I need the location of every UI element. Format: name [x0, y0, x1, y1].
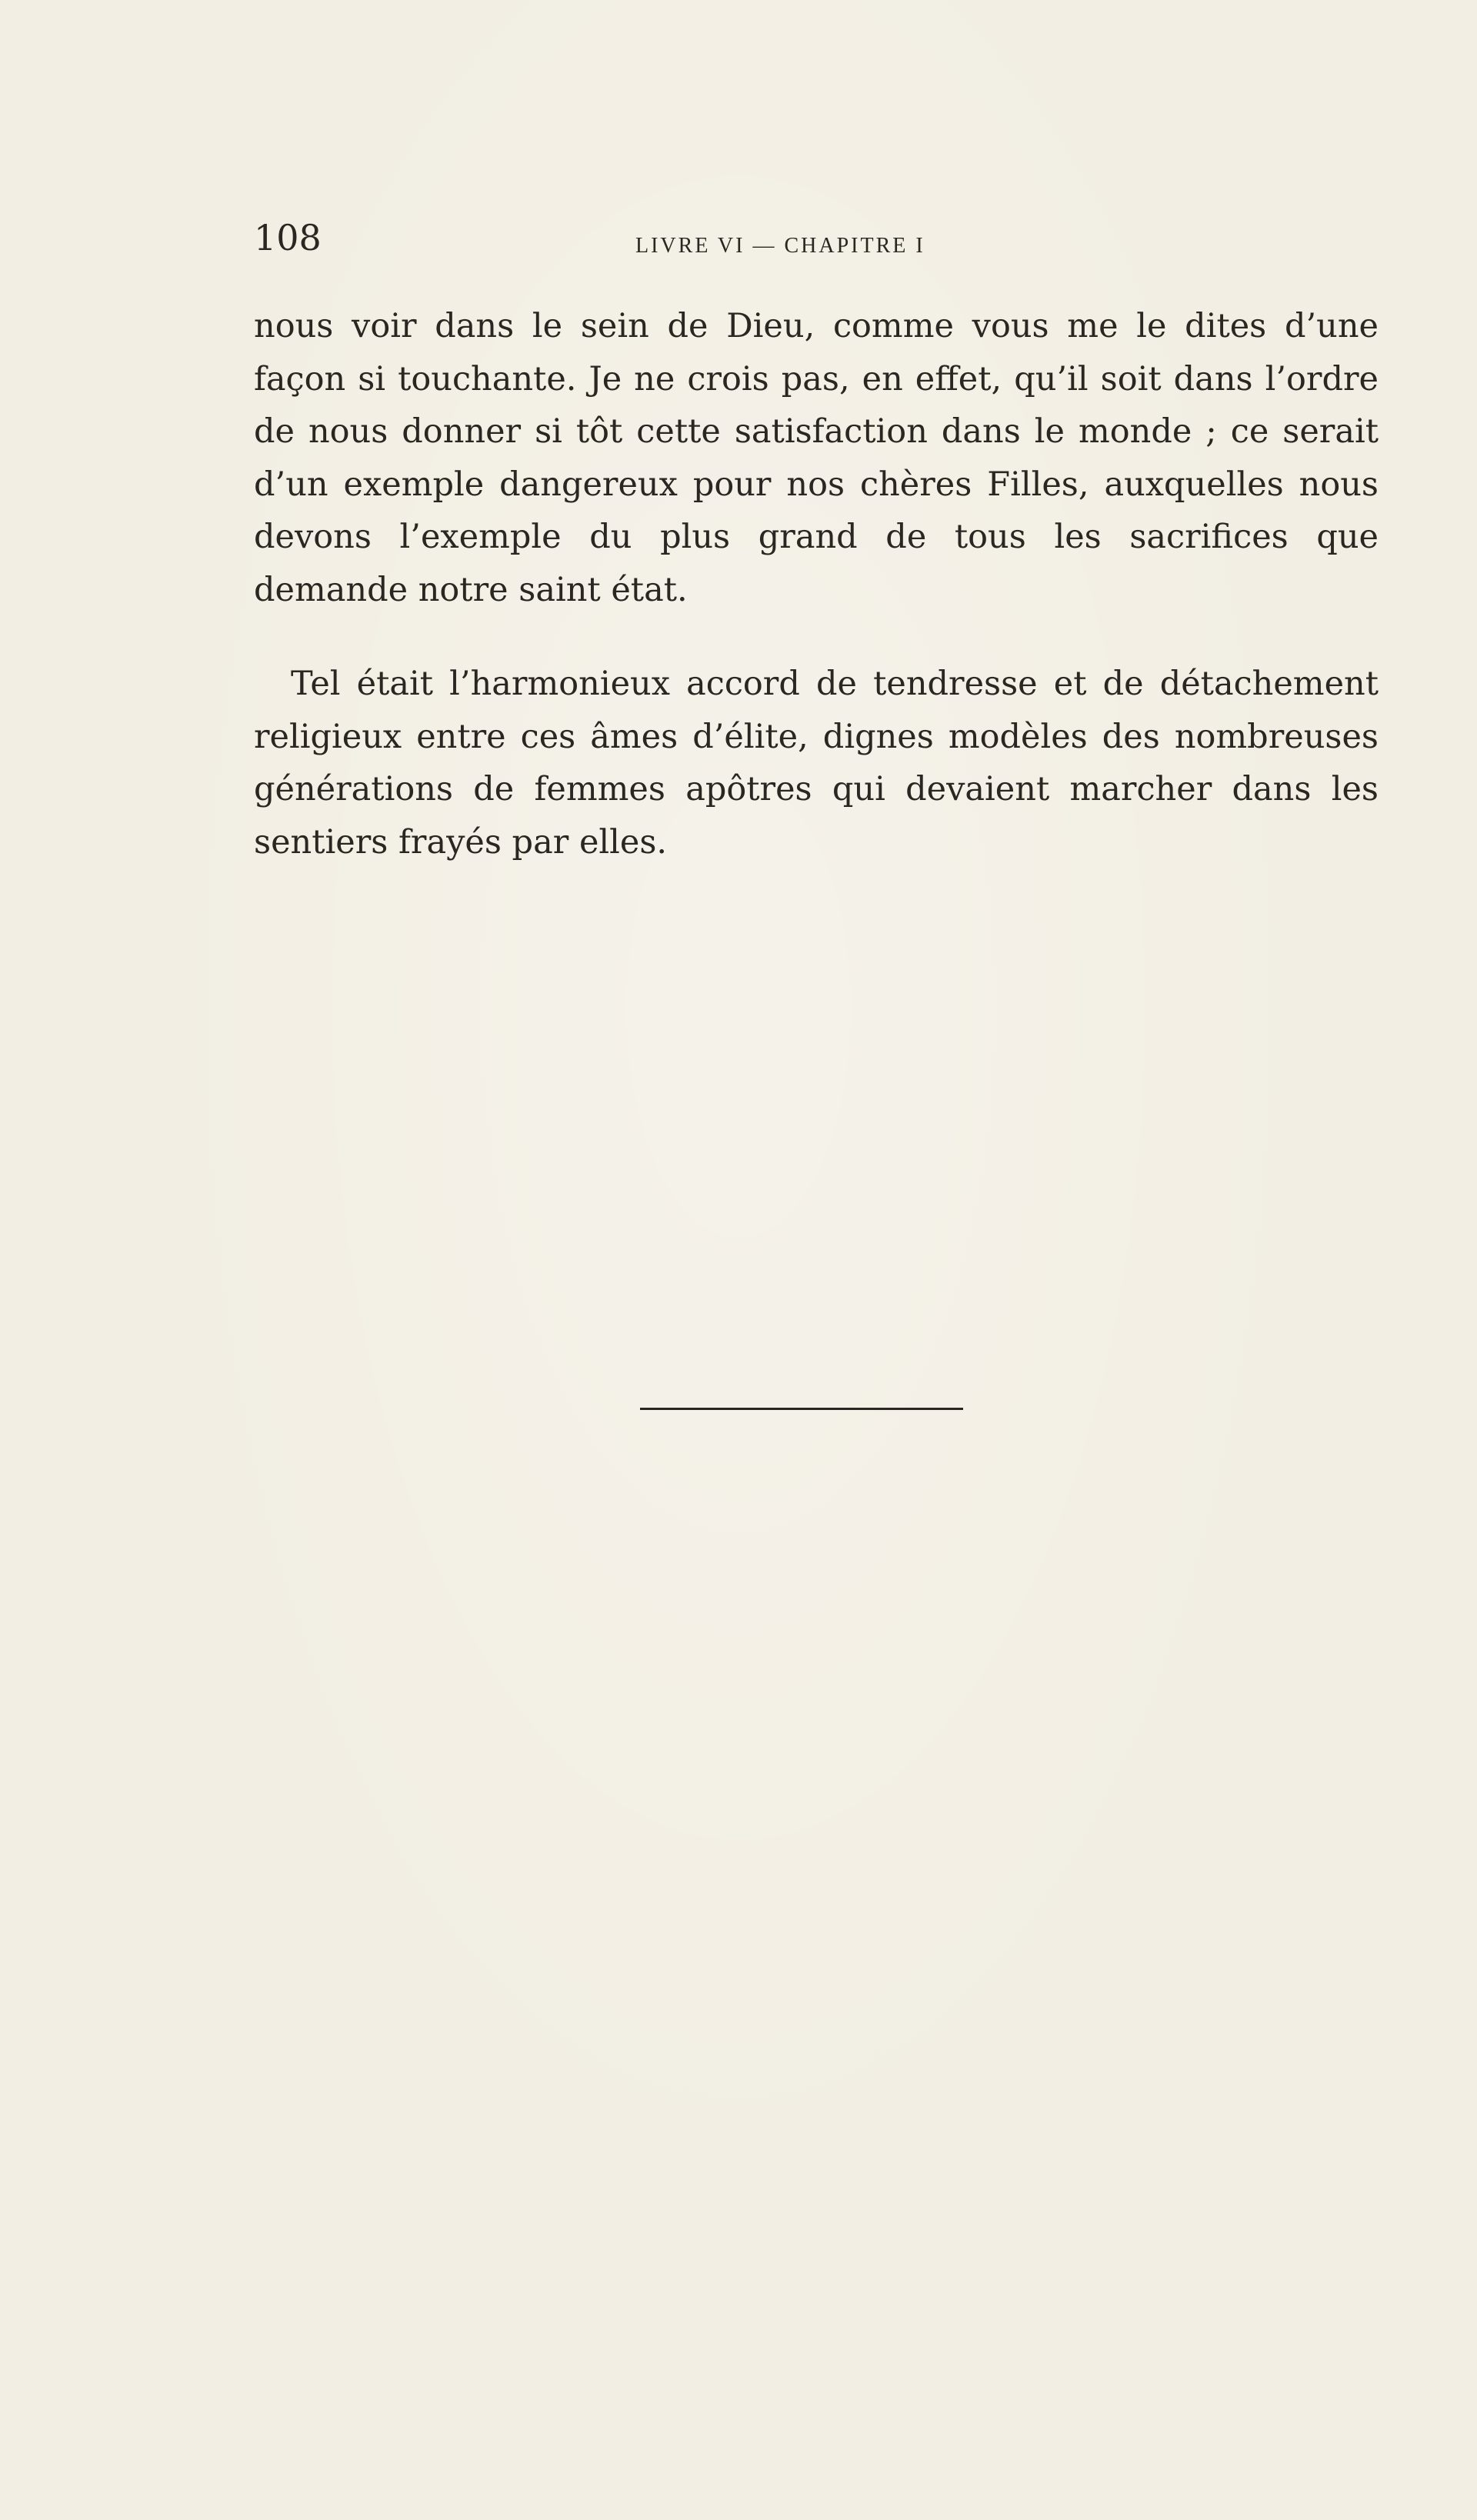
page-header [254, 217, 1377, 263]
paragraph-1: nous voir dans le sein de Dieu, comme vous me le dites d’une façon si touchante. Je ne crois pas, en effet, qu’il soit dans l’ordre de nous donner si tôt cette satisfaction dans le monde ; ce serait d’un exemple dangereux pour nos chères Filles, auxquelles nous devons l’exemple du plus grand de tous les sacrifices que demande notre saint état. [254, 307, 1379, 609]
page-number: 108 [254, 217, 322, 258]
section-divider [640, 1408, 963, 1410]
running-head: LIVRE VI — CHAPITRE I [635, 234, 925, 258]
paragraph-2: Tel était l’harmonieux accord de tendresse et de détachement religieux entre ces âmes d’élite, dignes modèles des nombreuses générations de femmes apôtres qui devaient marcher dans les sentiers frayés par elles. [254, 665, 1379, 862]
